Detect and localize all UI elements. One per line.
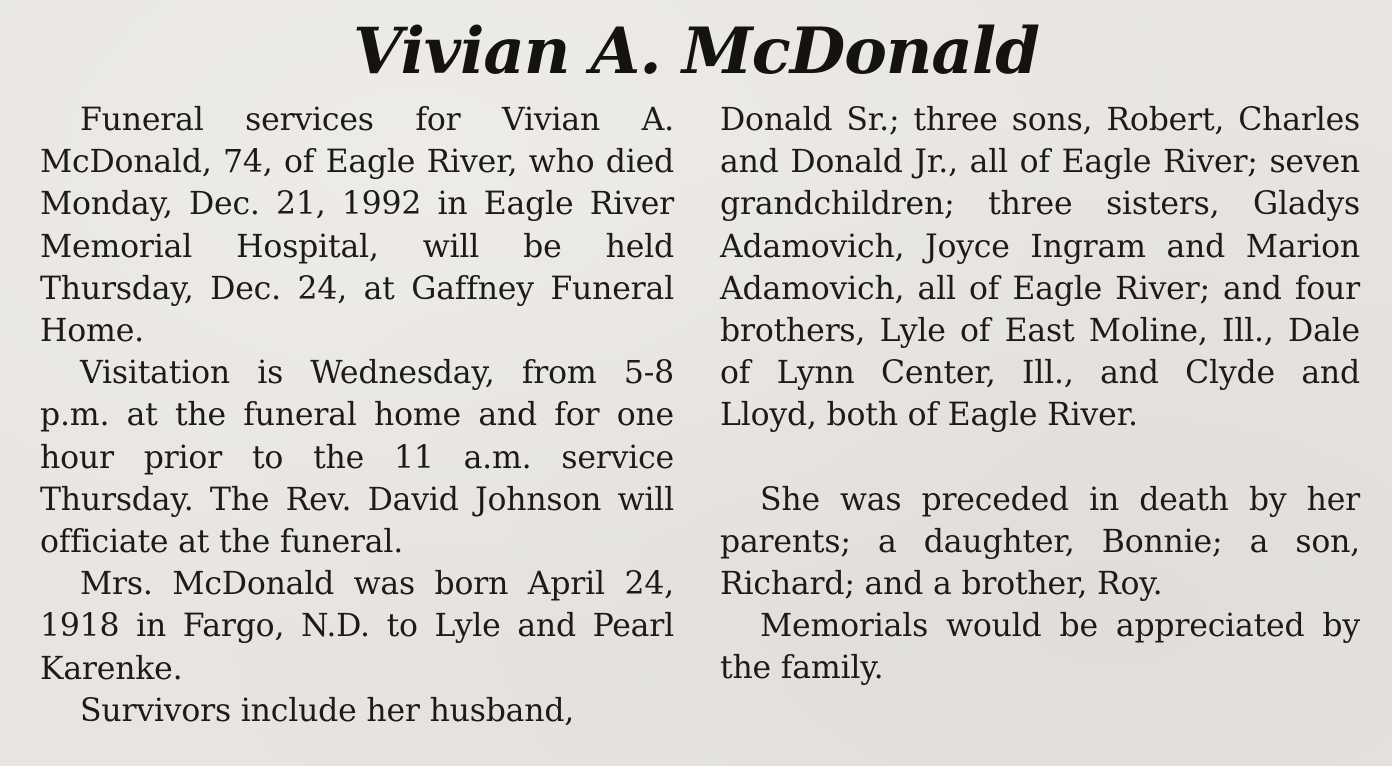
paragraph-memorials: Memorials would be appreciated by the family. — [720, 608, 1360, 687]
paragraph-survivors-start: Survivors include her husband, — [80, 692, 575, 729]
right-column — [720, 99, 1360, 690]
paragraph-funeral-services: Funeral services for Vivian A. McDonald, 74, of Eagle River, who died Monday, Dec. 21, 1992 in Eagle River Memorial Hospital, will be held Thursday, Dec. 24, at Gaffney Funeral Home. — [40, 102, 674, 350]
paragraph-visitation: Visitation is Wednesday, from 5-8 p.m. at the funeral home and for one hour prior to the 11 a.m. service Thursday. The Rev. David Johnson will officiate at the funeral. — [40, 355, 674, 561]
obituary-headline: Vivian A. McDonald — [353, 14, 1039, 89]
paragraph-survivors-continued: Donald Sr.; three sons, Robert, Charles and Donald Jr., all of Eagle River; seven grandchildren; three sisters, Gladys Adamovich, Joyce Ingram and Marion Adamovich, all of Eagle River; and four brothers, Lyle of East Moline, Ill., Dale of Lynn Center, Ill., and Clyde and Lloyd, both of Eagle River. — [720, 102, 1360, 434]
paragraph-preceded-in-death: She was preceded in death by her parents; a daughter, Bonnie; a son, Richard; and a brother, Roy. — [720, 481, 1360, 603]
left-column — [40, 99, 674, 732]
paragraph-birth: Mrs. McDonald was born April 24, 1918 in Fargo, N.D. to Lyle and Pearl Karenke. — [40, 566, 674, 687]
